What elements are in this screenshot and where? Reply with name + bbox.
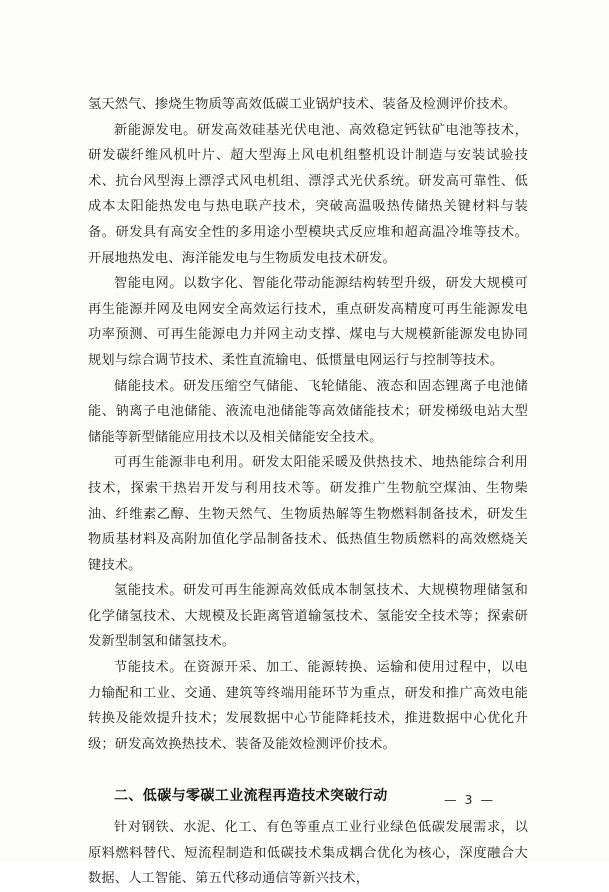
paragraph-industrial-reform: 针对钢铁、水泥、化工、有色等重点工业行业绿色低碳发展需求，以原料燃料替代、短流程制造和低碳技术集成耦合优化为核心，深度融合大数据、人工智能、第五代移动通信等新兴技术， — [88, 820, 528, 887]
paragraph-smart-grid: 智能电网。以数字化、智能化带动能源结构转型升级，研发大规模可再生能源并网及电网安全高效运行技术，重点研发高精度可再生能源发电功率预测、可再生能源电力并网主动支撑、煤电与大规模新能源发电协同规划与综合调节技术、柔性直流输电、低惯量电网运行与控制等技术。 — [88, 276, 528, 368]
paragraph-energy-saving: 节能技术。在资源开采、加工、能源转换、运输和使用过程中，以电力输配和工业、交通、建筑等终端用能环节为重点，研发和推广高效电能转换及能效提升技术；发展数据中心节能降耗技术，推进数据中心优化升级；研发高效换热技术、装备及能效检测评价技术。 — [88, 660, 528, 752]
section-heading: 二、低碳与零碳工业流程再造技术突破行动 — [114, 788, 388, 805]
page-footer — [0, 792, 609, 807]
paragraph-energy-storage: 储能技术。研发压缩空气储能、飞轮储能、液态和固态锂离子电池储能、钠离子电池储能、液流电池储能等高效储能技术；研发梯级电站大型储能等新型储能应用技术以及相关储能安全技术。 — [88, 378, 528, 445]
paragraph-continued-top: 氢天然气、掺烧生物质等高效低碳工业锅炉技术、装备及检测评价技术。 — [88, 97, 517, 112]
page-number: — 3 — — [444, 792, 495, 807]
paragraph-new-energy-power: 新能源发电。研发高效硅基光伏电池、高效稳定钙钛矿电池等技术，研发碳纤维风机叶片、超大型海上风电机组整机设计制造与安装试验技术、抗台风型海上漂浮式风电机组、漂浮式光伏系统。研发高可靠性、低成本太阳能热发电与热电联产技术，突破高温吸热传储热关键材料与装备。研发具有高安全性的多用途小型模块式反应堆和超高温冷堆等技术。开展地热发电、海洋能发电与生物质发电技术研发。 — [88, 122, 528, 266]
document-body — [88, 92, 528, 892]
spacer — [88, 757, 528, 784]
paragraph-hydrogen: 氢能技术。研发可再生能源高效低成本制氢技术、大规模物理储氢和化学储氢技术、大规模及长距离管道输氢技术、氢能安全技术等；探索研发新型制氢和储氢技术。 — [88, 583, 528, 650]
paragraph-renewable-nonpower: 可再生能源非电利用。研发太阳能采暖及供热技术、地热能综合利用技术，探索干热岩开发与利用技术等。研发推广生物航空煤油、生物柴油、纤维素乙醇、生物天然气、生物质热解等生物燃料制备技术，研发生物质基材料及高附加值化学品制备技术、低热值生物质燃料的高效燃烧关键技术。 — [88, 455, 528, 573]
